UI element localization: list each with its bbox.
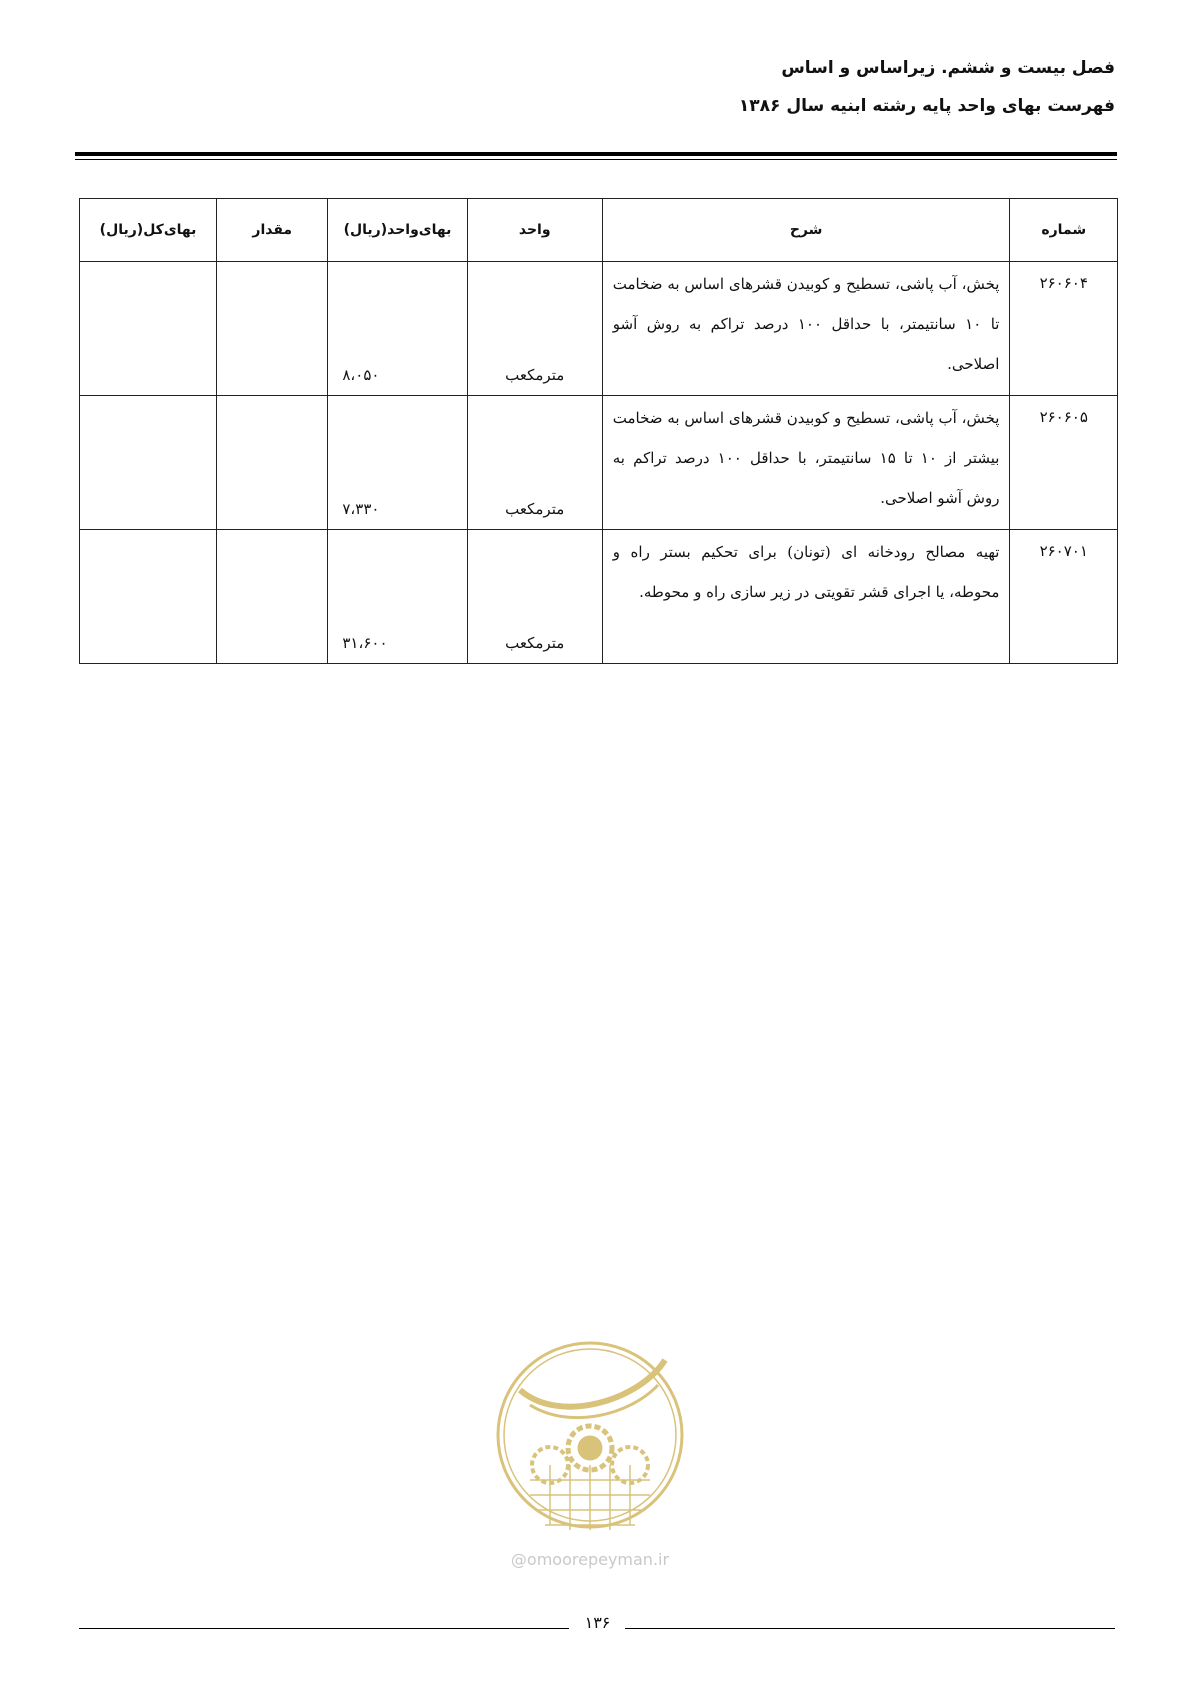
row-unit-price: ۸،۰۵۰ (342, 366, 380, 384)
row-quantity (217, 396, 328, 530)
footer-rule-left (79, 1628, 569, 1629)
watermark-logo (490, 1330, 690, 1569)
row-total-price (80, 530, 217, 664)
col-header-description: شرح (602, 199, 1010, 262)
row-number: ۲۶۰۶۰۵ (1010, 396, 1118, 530)
page-header (739, 58, 1115, 116)
col-header-total-price: بهای‌کل(ریال) (80, 199, 217, 262)
row-total-price (80, 396, 217, 530)
row-description: پخش، آب پاشی، تسطیح و کوبیدن قشرهای اساس به ضخامت بیشتر از ۱۰ تا ۱۵ سانتیمتر، با حداقل ۱۰۰ درصد تراکم به روش آشو اصلاحی. (612, 409, 1000, 507)
col-header-unit: واحد (467, 199, 602, 262)
row-total-price (80, 262, 217, 396)
footer-rule-right (625, 1628, 1115, 1629)
row-quantity (217, 262, 328, 396)
row-number: ۲۶۰۶۰۴ (1010, 262, 1118, 396)
table-row (80, 530, 1118, 664)
col-header-unit-price: بهای‌واحد(ریال) (328, 199, 467, 262)
row-number: ۲۶۰۷۰۱ (1010, 530, 1118, 664)
table-row (80, 262, 1118, 396)
watermark-site: @omoorepeyman.ir (510, 1550, 670, 1569)
row-unit-price: ۳۱،۶۰۰ (342, 634, 388, 652)
price-table (79, 198, 1118, 664)
row-quantity (217, 530, 328, 664)
table-header-row (80, 199, 1118, 262)
header-rule-thin (75, 159, 1117, 160)
gear-logo-icon (490, 1330, 690, 1550)
list-title: فهرست بهای واحد پایه رشته ابنیه سال ۱۳۸۶ (738, 96, 1115, 116)
row-unit-price: ۷،۳۳۰ (342, 500, 380, 518)
col-header-quantity: مقدار (217, 199, 328, 262)
col-header-number: شماره (1010, 199, 1118, 262)
row-description: تهیه مصالح رودخانه ای (تونان) برای تحکیم بستر راه و محوطه، یا اجرای قشر تقویتی در زیر سازی راه و محوطه. (612, 543, 1000, 601)
header-rule-thick (75, 152, 1117, 156)
page-number: ۱۳۶ (584, 1613, 611, 1632)
row-description: پخش، آب پاشی، تسطیح و کوبیدن قشرهای اساس به ضخامت تا ۱۰ سانتیمتر، با حداقل ۱۰۰ درصد تراکم به روش آشو اصلاحی. (612, 275, 1000, 373)
row-unit: مترمکعب (505, 366, 565, 384)
row-unit: مترمکعب (505, 634, 565, 652)
row-unit: مترمکعب (505, 500, 565, 518)
chapter-title: فصل بیست و ششم. زیراساس و اساس (781, 58, 1115, 78)
table-row (80, 396, 1118, 530)
